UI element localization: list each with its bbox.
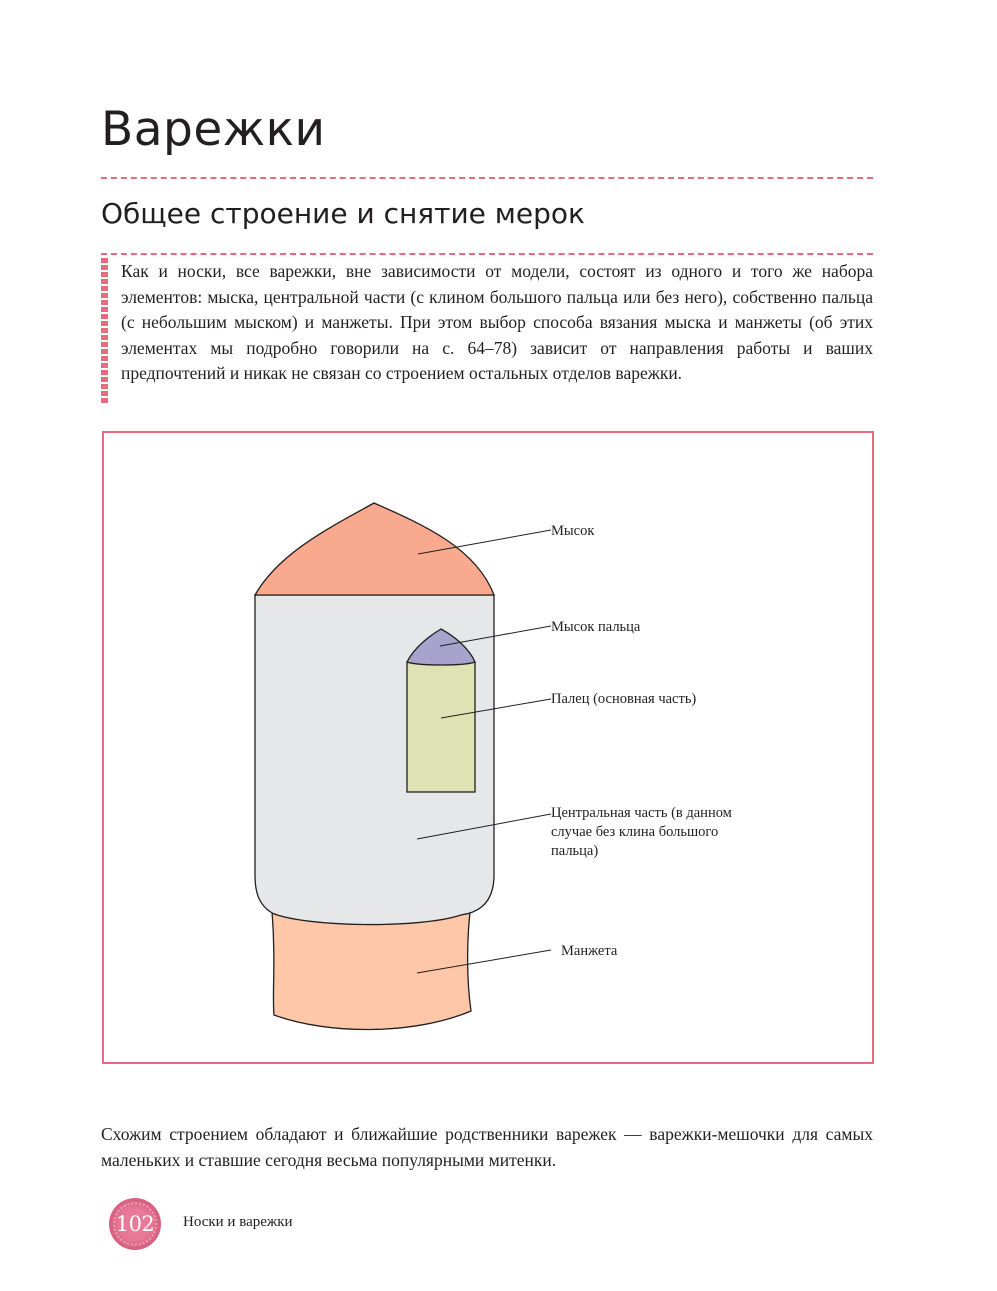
cuff-label: Манжета (561, 943, 618, 959)
body-label: Центральная часть (в данном случае без клина большого пальца) (551, 805, 732, 859)
mitten-diagram (104, 433, 872, 1062)
intro-accent-bar (101, 258, 108, 404)
page-number-badge (109, 1198, 161, 1250)
title-divider (101, 177, 873, 179)
outro-paragraph: Схожим строением обладают и ближайшие родственники варежек — варежки-мешочки для самых маленьких и ставшие сегодня весьма популярными митенки. (101, 1124, 873, 1170)
subtitle-divider (101, 253, 873, 255)
thumb-tip-label: Мысок пальца (551, 619, 641, 635)
running-head: Носки и варежки (183, 1214, 293, 1230)
thumb-body-label: Палец (основная часть) (551, 691, 697, 707)
thumb-body-shape (407, 662, 475, 792)
section-subtitle: Общее строение и снятие мерок (101, 197, 585, 230)
mitten-diagram-frame (102, 431, 874, 1064)
page-number: 102 (115, 1212, 155, 1236)
intro-paragraph: Как и носки, все варежки, вне зависимости от модели, состоят из одного и того же набора элементов: мыска, центральной части (с клином большого пальца или без него), собственно пальца (с небольшим мыском) и манжеты. При этом выбор способа вязания мыска и манжеты (об этих элементах мы подробно говорили на с. 64–78) зависит от направления работы и ваших предпочтений и никак не связан со строением остальных отделов варежки. (121, 261, 873, 383)
toe-shape (255, 503, 494, 595)
page-title: Варежки (101, 102, 326, 157)
toe-label: Мысок (551, 523, 595, 539)
